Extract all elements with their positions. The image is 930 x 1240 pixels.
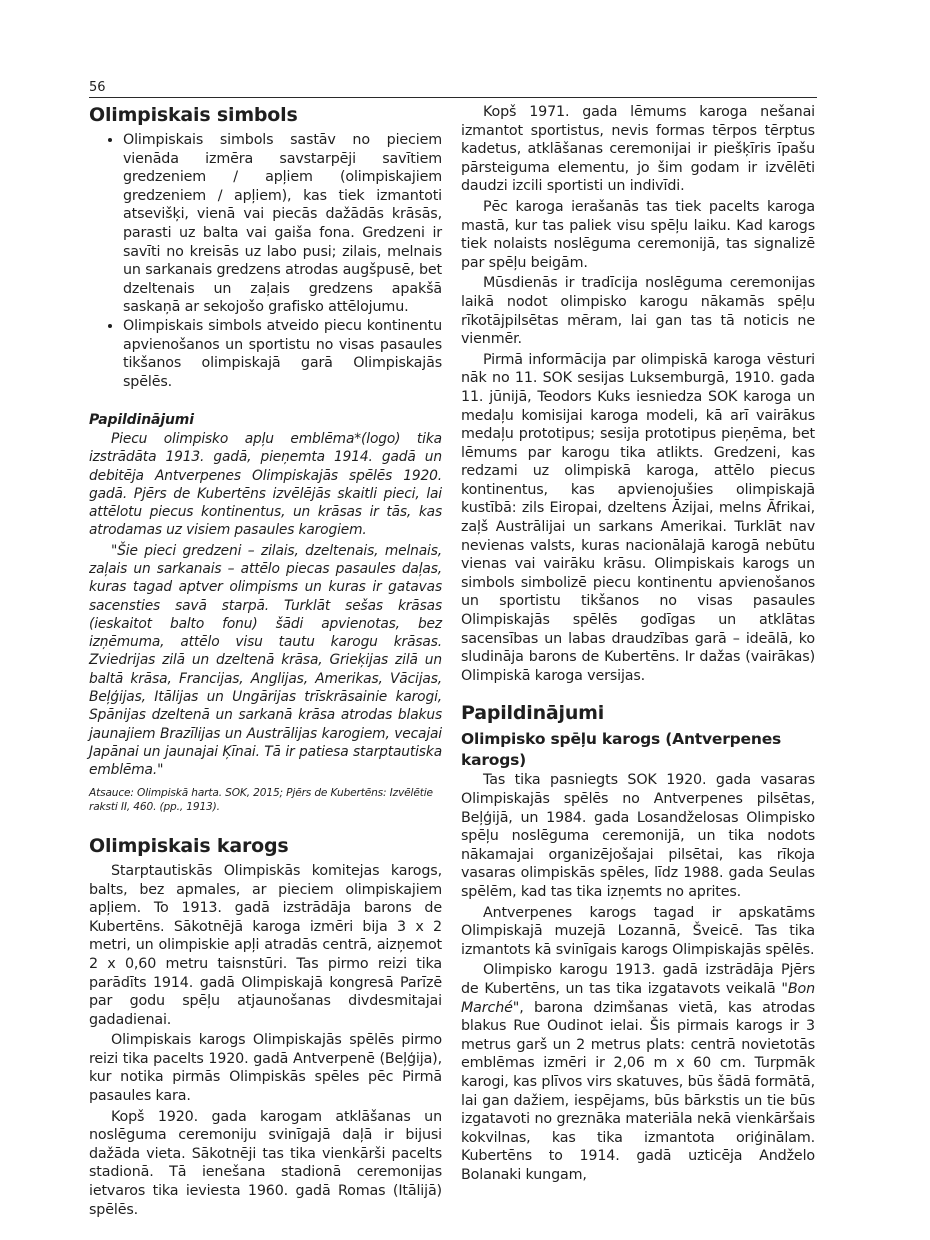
flag-paragraph: Kopš 1920. gada karogam atklāšanas un noslēguma ceremoniju svinīgajā daļā ir bijusi dažāda vieta. Sākotnēji tas tika vienkārši pacelts stadionā. Tā ienešana stadionā ceremonijas ietvaros tika ieviesta 1960. gadā Romas (Itālijā) spēlēs.: [89, 1108, 442, 1218]
heading-olimpiskais-karogs: Olimpiskais karogs: [89, 834, 289, 857]
text-span: ", barona dzimšanas vietā, kas atrodas blakus Rue Oudinot ielai. Šis pirmais karogs ir 3 metrus garš un 2 metrus plats: centrā novietotās emblēmas izmēri ir 2,06 m x 60 cm. Turpmāk karogi, kas plīvos virs skatuves, būs šādā formātā, lai gan dažiem, iespējams, būs bārkstis un tie būs izgatavoti no greznāka materiāla nekā vienkāršais kokvilnas, kas tika izmantota oriģinālam. Kubertēns to 1914. gadā uzticēja Andželo Bolanaki kungam,: [461, 999, 815, 1183]
flag-paragraph: Mūsdienās ir tradīcija noslēguma ceremonijas laikā nodot olimpisko karogu nākamās spēļu rīkotājpilsētas mēram, lai gan tas tā noticis ne vienmēr.: [461, 275, 815, 348]
antwerp-paragraph: [461, 961, 815, 1184]
supplement-title: Papildinājumi: [89, 412, 194, 429]
header-rule: [89, 97, 817, 98]
supplement-box: [89, 411, 442, 814]
antwerp-paragraph: Antverpenes karogs tagad ir apskatāms Olimpiskajā muzejā Lozannā, Šveicē. Tas tika izmantots kā svinīgais karogs Olimpiskajās spēlēs.: [461, 904, 815, 958]
heading-olimpiskais-simbols: Olimpiskais simbols: [89, 104, 298, 126]
source-citation: Atsauce: Olimpiskā harta. SOK, 2015; Pjērs de Kubertēns: Izvēlētie raksti II, 460. (pp., 1913).: [89, 786, 433, 813]
text-span: Olimpisko karogu 1913. gadā izstrādāja Pjērs de Kubertēns, un tas tika izgatavots veikalā ": [461, 962, 815, 997]
flag-paragraph: Starptautiskās Olimpiskās komitejas karogs, balts, bez apmales, ar pieciem olimpiskajiem apļiem. To 1913. gadā izstrādāja barons de Kubertēns. Sākotnējā karoga izmēri bija 3 x 2 metri, un olimpiskie apļi atradās centrā, aizņemot 2 x 0,60 metru taisnstūri. Tas pirmo reizi tika parādīts 1914. gadā Olimpiskajā kongresā Parīzē par godu spēļu atjaunošanas divdesmitajai gadadienai.: [89, 862, 442, 1028]
store-name: Bon Marché: [461, 980, 815, 1016]
left-column: [89, 103, 442, 1221]
page-number: 56: [89, 80, 106, 95]
bullet-item: • Olimpiskais simbols atveido piecu kontinentu apvienošanos un sportistu no visas pasaules tikšanos olimpiskajā garā Olimpiskajās spēlēs.: [123, 317, 442, 391]
flag-paragraph: Pirmā informācija par olimpiskā karoga vēsturi nāk no 11. SOK sesijas Luksemburgā, 1910. gada 11. jūnijā, Teodors Kuks iesniedza SOK karoga un medaļu komisijai karoga modeli, kā arī vairākus medaļu prototipus; sesija prototipus pieņēma, bet lēmums par karogu tika atlikts. Gredzeni, kas redzami uz olimpiskā karoga, attēlo piecus kontinentus, kas apvienojušies olimpiskajā kustībā: zils Eiropai, dzeltens Āzijai, melns Āfrikai, zaļš Austrālijai un sarkans Amerikai. Turklāt nav nevienas valsts, kuras nacionālajā karogā nebūtu vienas vai vairāku krāsu. Olimpiskais karogs un simbols simbolizē piecu kontinentu apvienošanos un sportistu tikšanos no visas pasaules Olimpiskajās spēlēs godīgas un atklātas sacensības un labas draudzības garā – ideālā, ko sludināja barons de Kubertēns. Ir dažas (vairākas) Olimpiskā karoga versijas.: [461, 351, 815, 684]
bullet-item: • Olimpiskais simbols sastāv no pieciem vienāda izmēra savstarpēji savītiem gredzeniem / apļiem (olimpiskajiem gredzeniem / apļiem), kas tiek izmantoti atsevišķi, vienā vai piecās dažādās krāsās, parasti uz balta vai gaiša fona. Gredzeni ir savīti no kreisās uz labo pusi; zilais, melnais un sarkanais gredzens atrodas augšpusē, bet dzeltenais un zaļais gredzens apakšā saskaņā ar sekojošo grafisko attēlojumu.: [123, 131, 442, 317]
flag-paragraph: Olimpiskais karogs Olimpiskajās spēlēs pirmo reizi tika pacelts 1920. gadā Antverpenē (Beļģija), kur notika pirmās Olimpiskās spēles pēc Pirmā pasaules kara.: [89, 1032, 442, 1105]
heading-papildinajumi: Papildinājumi: [461, 702, 605, 725]
right-column: [461, 103, 815, 1186]
flag-paragraph: Kopš 1971. gada lēmums karoga nešanai izmantot sportistus, nevis formas tērpos tērptus kadetus, atklāšanas ceremonijai ir piešķīris īpašu pārsteiguma elementu, jo šim godam ir izvēlēti daudzi izcili sportisti un indivīdi.: [461, 104, 815, 195]
antwerp-paragraph: Tas tika pasniegts SOK 1920. gada vasaras Olimpiskajās spēlēs no Antverpenes pilsētas, Beļģijā, un 1984. gada Losandželosas Olimpisko spēļu noslēguma ceremonijā, un tika nodots nākamajai organizējošajai pilsētai, kas rīkoja vasaras olimpiskās spēles, līdz 1988. gada Seulas spēlēm, kad tas tika izņemts no aprites.: [461, 772, 815, 900]
flag-paragraph: Pēc karoga ierašanās tas tiek pacelts karoga mastā, kur tas paliek visu spēļu laiku. Kad karogs tiek nolaists noslēguma ceremonijā, tas signalizē par spēļu beigām.: [461, 198, 815, 271]
subheading-antverpenes-karogs: Olimpisko spēļu karogs (Antverpenes karogs): [461, 730, 782, 770]
symbol-bullet-list: [89, 131, 442, 391]
supplement-paragraph: Piecu olimpisko apļu emblēma*(logo) tika izstrādāta 1913. gadā, pieņemta 1914. gadā un debitēja Antverpenes Olimpiskajās spēlēs 1920. gadā. Pjērs de Kubertēns izvēlējās skaitli pieci, lai attēlotu piecus kontinentus, un krāsas ir tās, kas atrodamas uz visiem pasaules karogiem.: [89, 430, 442, 539]
supplement-quote: "Šie pieci gredzeni – zilais, dzeltenais, melnais, zaļais un sarkanais – attēlo piecas pasaules daļas, kuras tagad aptver olimpisms un kuras ir gatavas sacensties savā starpā. Turklāt sešas krāsas (ieskaitot balto fonu) šādi apvienotas, bez izņēmuma, attēlo visu tautu karogu krāsas. Zviedrijas zilā un dzeltenā krāsa, Grieķijas zilā un baltā krāsa, Francijas, Anglijas, Amerikas, Vācijas, Beļģijas, Itālijas un Ungārijas trīskrāsainie karogi, Spānijas dzeltenā un sarkanā krāsa atrodas blakus jaunajiem Brazīlijas un Austrālijas karogiem, vecajai Japānai un jaunajai Ķīnai. Tā ir patiesa starptautiska emblēma.": [89, 542, 442, 779]
